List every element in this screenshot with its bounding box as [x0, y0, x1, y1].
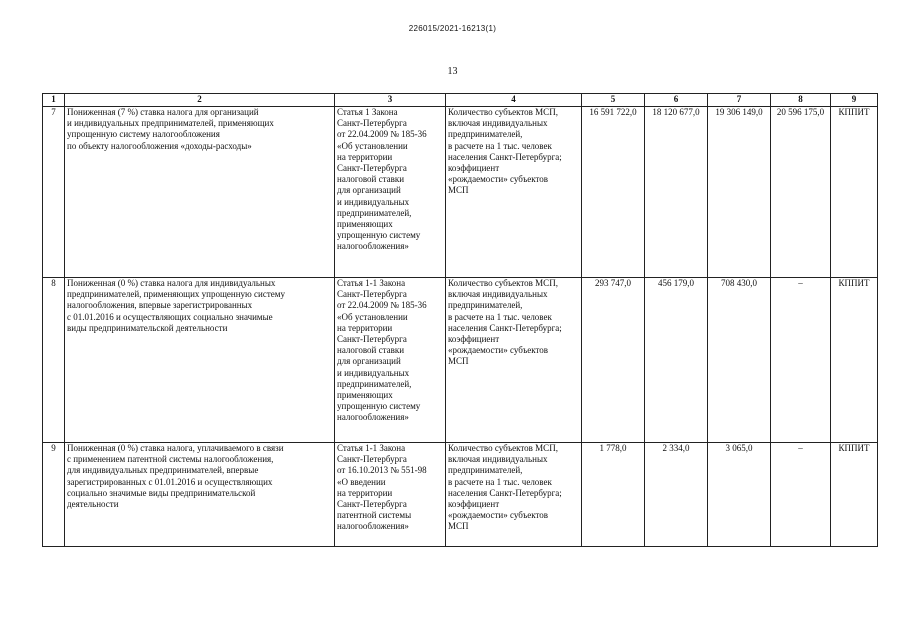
category-cell: КППИТ — [831, 107, 878, 278]
benefit-description-cell — [65, 107, 335, 278]
law-line: Санкт-Петербурга — [337, 289, 407, 300]
table-row — [43, 278, 878, 443]
tax-benefits-table — [42, 93, 878, 547]
value-cell-col-8: – — [771, 443, 831, 547]
law-line: налоговой ставки — [337, 345, 405, 356]
value-cell-col-8: – — [771, 278, 831, 443]
indicator-cell — [446, 107, 582, 278]
table-row — [43, 107, 878, 278]
indicator-line: населения Санкт-Петербурга; — [448, 322, 562, 333]
legal-basis-cell — [335, 443, 446, 547]
law-line: налогообложения» — [337, 241, 409, 252]
law-line: и индивидуальных — [337, 196, 410, 207]
column-header-5: 5 — [582, 94, 645, 107]
row-number-cell: 8 — [43, 278, 65, 443]
law-line: Санкт-Петербурга — [337, 454, 407, 465]
value-cell-col-8: 20 596 175,0 — [771, 107, 831, 278]
benefit-description-cell — [65, 443, 335, 547]
law-line: и индивидуальных — [337, 367, 410, 378]
indicator-line: в расчете на 1 тыс. человек — [448, 311, 552, 322]
value-cell-col-7: 3 065,0 — [708, 443, 771, 547]
indicator-line: «рождаемости» субъектов — [448, 345, 549, 356]
law-line: Статья 1-1 Закона — [337, 443, 406, 453]
description-line: с 01.01.2016 и осуществляющих социально значимые — [67, 311, 273, 322]
law-line: применяющих — [337, 390, 393, 401]
description-line: с применением патентной системы налогообложения, — [67, 454, 274, 465]
indicator-line: включая индивидуальных — [448, 454, 548, 465]
description-line: Пониженная (0 %) ставка налога, уплачиваемого в связи — [67, 443, 284, 453]
description-line: налогообложения, впервые зарегистрированных — [67, 300, 253, 311]
column-header-2: 2 — [65, 94, 335, 107]
law-line: на территории — [337, 487, 393, 498]
law-line: «Об установлении — [337, 140, 408, 151]
description-line: виды предпринимательской деятельности — [67, 322, 228, 333]
indicator-cell — [446, 278, 582, 443]
row-number-cell: 9 — [43, 443, 65, 547]
law-line: упрощенную систему — [337, 401, 421, 412]
indicator-line: в расчете на 1 тыс. человек — [448, 476, 552, 487]
legal-basis-cell — [335, 107, 446, 278]
value-cell-col-7: 708 430,0 — [708, 278, 771, 443]
indicator-line: предпринимателей, — [448, 300, 523, 311]
indicator-line: в расчете на 1 тыс. человек — [448, 140, 552, 151]
law-line: от 22.04.2009 № 185-36 — [337, 129, 427, 140]
law-line: налогообложения» — [337, 412, 409, 423]
indicator-line: Количество субъектов МСП, — [448, 107, 558, 117]
indicator-line: Количество субъектов МСП, — [448, 278, 558, 288]
description-line: предпринимателей, применяющих упрощенную систему — [67, 289, 285, 300]
value-cell-col-6: 2 334,0 — [645, 443, 708, 547]
column-header-1: 1 — [43, 94, 65, 107]
document-id: 226015/2021-16213(1) — [408, 24, 497, 33]
value-cell-col-7: 19 306 149,0 — [708, 107, 771, 278]
column-header-6: 6 — [645, 94, 708, 107]
description-line: упрощенную систему налогообложения — [67, 129, 220, 140]
indicator-line: «рождаемости» субъектов — [448, 174, 549, 185]
value-cell-col-6: 18 120 677,0 — [645, 107, 708, 278]
indicator-line: МСП — [448, 356, 469, 367]
column-header-8: 8 — [771, 94, 831, 107]
legal-basis-cell — [335, 278, 446, 443]
description-line: зарегистрированных с 01.01.2016 и осуществляющих — [67, 476, 273, 487]
column-header-4: 4 — [446, 94, 582, 107]
law-line: Статья 1-1 Закона — [337, 278, 406, 288]
law-line: «Об установлении — [337, 311, 408, 322]
indicator-line: предпринимателей, — [448, 129, 523, 140]
indicator-line: населения Санкт-Петербурга; — [448, 151, 562, 162]
benefit-description-cell — [65, 278, 335, 443]
indicator-line: включая индивидуальных — [448, 289, 548, 300]
law-line: Санкт-Петербурга — [337, 118, 407, 129]
page-number: 13 — [447, 66, 458, 77]
description-line: деятельности — [67, 499, 119, 510]
value-cell-col-5: 293 747,0 — [582, 278, 645, 443]
indicator-line: коэффициент — [448, 163, 500, 174]
law-line: «О введении — [337, 476, 386, 487]
law-line: предпринимателей, — [337, 207, 412, 218]
law-line: применяющих — [337, 219, 393, 230]
description-line: Пониженная (0 %) ставка налога для индивидуальных — [67, 278, 276, 288]
law-line: патентной системы — [337, 510, 412, 521]
indicator-line: населения Санкт-Петербурга; — [448, 487, 562, 498]
description-line: для индивидуальных предпринимателей, впервые — [67, 465, 259, 476]
law-line: для организаций — [337, 356, 401, 367]
indicator-line: Количество субъектов МСП, — [448, 443, 558, 453]
table-row — [43, 443, 878, 547]
row-number-cell: 7 — [43, 107, 65, 278]
law-line: Статья 1 Закона — [337, 107, 398, 117]
category-cell: КППИТ — [831, 278, 878, 443]
table-header-row — [43, 94, 878, 107]
law-line: налогообложения» — [337, 521, 409, 532]
indicator-line: коэффициент — [448, 334, 500, 345]
description-line: и индивидуальных предпринимателей, применяющих — [67, 118, 274, 129]
indicator-line: МСП — [448, 521, 469, 532]
description-line: по объекту налогообложения «доходы-расходы» — [67, 140, 252, 151]
indicator-cell — [446, 443, 582, 547]
value-cell-col-6: 456 179,0 — [645, 278, 708, 443]
law-line: предпринимателей, — [337, 378, 412, 389]
indicator-line: МСП — [448, 185, 469, 196]
law-line: для организаций — [337, 185, 401, 196]
description-line: социально значимые виды предпринимательской — [67, 487, 256, 498]
law-line: Санкт-Петербурга — [337, 163, 407, 174]
law-line: Санкт-Петербурга — [337, 334, 407, 345]
category-cell: КППИТ — [831, 443, 878, 547]
law-line: Санкт-Петербурга — [337, 499, 407, 510]
column-header-3: 3 — [335, 94, 446, 107]
indicator-line: «рождаемости» субъектов — [448, 510, 549, 521]
law-line: от 22.04.2009 № 185-36 — [337, 300, 427, 311]
law-line: налоговой ставки — [337, 174, 405, 185]
law-line: от 16.10.2013 № 551-98 — [337, 465, 427, 476]
value-cell-col-5: 16 591 722,0 — [582, 107, 645, 278]
column-header-9: 9 — [831, 94, 878, 107]
column-header-7: 7 — [708, 94, 771, 107]
law-line: на территории — [337, 151, 393, 162]
law-line: на территории — [337, 322, 393, 333]
indicator-line: коэффициент — [448, 499, 500, 510]
description-line: Пониженная (7 %) ставка налога для организаций — [67, 107, 259, 117]
value-cell-col-5: 1 778,0 — [582, 443, 645, 547]
law-line: упрощенную систему — [337, 230, 421, 241]
indicator-line: включая индивидуальных — [448, 118, 548, 129]
indicator-line: предпринимателей, — [448, 465, 523, 476]
